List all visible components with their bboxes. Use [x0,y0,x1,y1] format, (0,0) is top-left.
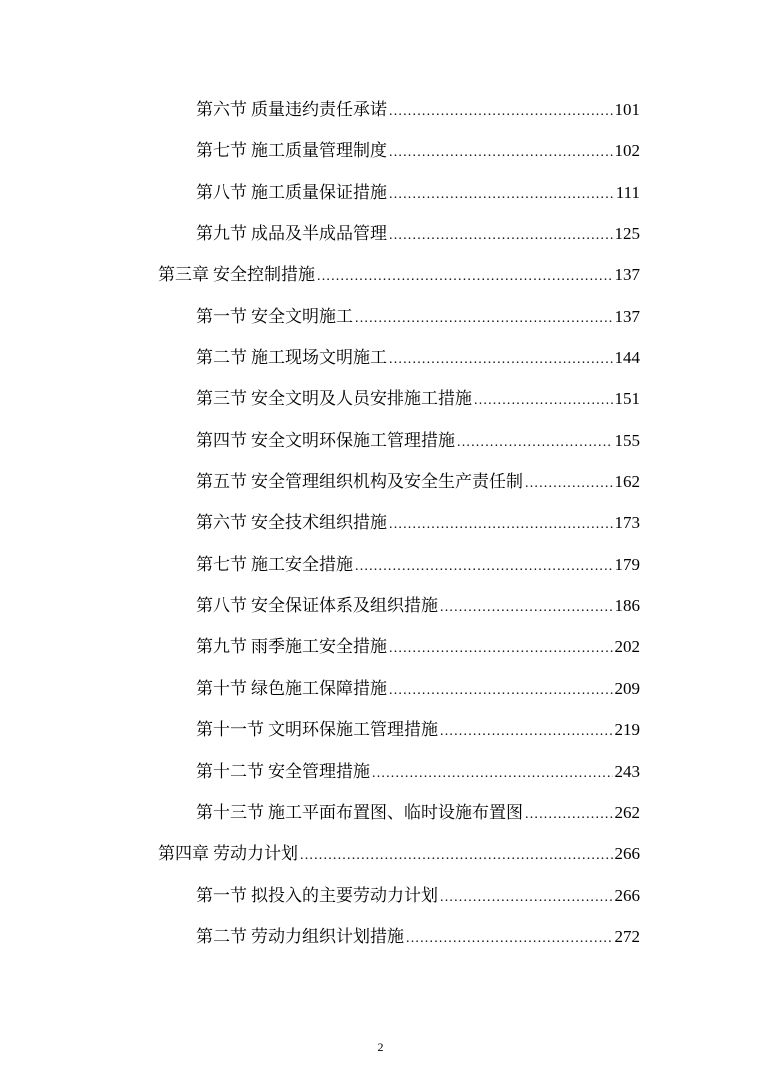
toc-dot-leader [389,215,613,256]
toc-entry-title: 安全文明施工 [251,306,353,327]
toc-dot-leader [389,339,613,380]
toc-entry-title: 安全文明环保施工管理措施 [251,430,455,451]
toc-chapter-entry[interactable] [0,833,640,874]
toc-entry-title: 雨季施工安全措施 [251,637,387,658]
toc-entry-label [196,793,523,834]
toc-entry-title: 施工质量保证措施 [251,182,387,203]
toc-page-number: 137 [614,265,640,285]
toc-dot-leader [355,298,613,339]
toc-entry-label [196,214,387,255]
toc-entry-number: 第一节 [196,885,247,906]
toc-entry-label [196,752,370,793]
toc-entry-label [196,669,387,710]
toc-entry-number: 第三节 [196,389,247,410]
toc-dot-leader [525,794,613,835]
toc-entry-title: 劳动力计划 [213,844,298,865]
toc-entry-title: 施工平面布置图、临时设施布置图 [268,802,523,823]
toc-dot-leader [440,587,613,628]
toc-section-entry[interactable] [0,502,640,543]
toc-entry-number: 第四节 [196,430,247,451]
toc-entry-number: 第八节 [196,596,247,617]
toc-entry-label [196,627,387,668]
toc-entry-number: 第二节 [196,348,247,369]
toc-dot-leader [317,256,613,297]
toc-page-number: 151 [614,389,640,409]
toc-page-number: 202 [614,637,640,657]
toc-entry-number: 第六节 [196,100,247,120]
toc-section-entry[interactable] [0,709,640,750]
toc-entry-title: 安全控制措施 [213,265,315,286]
toc-section-entry[interactable] [0,130,640,171]
toc-entry-number: 第十三节 [196,802,264,823]
toc-entry-number: 第十一节 [196,720,264,741]
toc-section-entry[interactable] [0,296,640,337]
toc-entry-label [196,421,455,462]
toc-entry-label [196,379,472,420]
toc-entry-number: 第十节 [196,678,247,699]
toc-section-entry[interactable] [0,751,640,792]
toc-section-entry[interactable] [0,875,640,916]
toc-entry-number: 第四章 [158,844,209,865]
toc-dot-leader [457,422,613,463]
toc-entry-number: 第二节 [196,926,247,947]
toc-page-number: 173 [614,513,640,533]
toc-dot-leader [389,174,614,215]
toc-section-entry[interactable] [0,461,640,502]
toc-entry-number: 第七节 [196,554,247,575]
toc-dot-leader [372,753,613,794]
toc-dot-leader [389,628,613,669]
toc-entry-number: 第七节 [196,141,247,162]
toc-entry-label [196,131,387,172]
toc-chapter-entry[interactable] [0,254,640,295]
toc-page-number: 266 [614,885,640,905]
toc-page-number: 144 [614,348,640,368]
toc-section-entry[interactable] [0,916,640,957]
toc-dot-leader [355,546,613,587]
toc-entry-title: 施工安全措施 [251,554,353,575]
toc-entry-number: 第五节 [196,472,247,493]
toc-entry-label [196,297,353,338]
toc-entry-title: 质量违约责任承诺 [251,100,387,120]
toc-page-number: 272 [614,926,640,946]
toc-entry-title: 劳动力组织计划措施 [251,926,404,947]
toc-entry-label [196,876,438,917]
toc-entry-number: 第一节 [196,306,247,327]
toc-section-entry[interactable] [0,544,640,585]
toc-dot-leader [440,877,613,918]
toc-dot-leader [389,132,613,173]
toc-entry-number: 第三章 [158,265,209,286]
toc-entry-title: 安全保证体系及组织措施 [251,596,438,617]
toc-entry-title: 拟投入的主要劳动力计划 [251,885,438,906]
toc-page-number: 101 [614,100,640,119]
toc-dot-leader [389,91,613,132]
toc-section-entry[interactable] [0,668,640,709]
toc-entry-title: 绿色施工保障措施 [251,678,387,699]
toc-entry-label [196,917,404,958]
page-number: 2 [377,1040,384,1054]
toc-dot-leader [389,670,613,711]
toc-entry-label [158,255,315,296]
toc-page-number: 111 [615,182,640,202]
toc-section-entry[interactable] [0,213,640,254]
toc-section-entry[interactable] [0,337,640,378]
toc-entry-label [196,710,438,751]
toc-entry-label [196,338,387,379]
toc-dot-leader [474,380,613,421]
toc-page-number: 209 [614,678,640,698]
toc-entry-label [196,503,387,544]
toc-entry-title: 安全管理组织机构及安全生产责任制 [251,472,523,493]
toc-page-number: 219 [614,720,640,740]
toc-entry-title: 安全文明及人员安排施工措施 [251,389,472,410]
toc-section-entry[interactable] [0,89,640,130]
toc-page-number: 155 [614,430,640,450]
toc-entry-title: 安全技术组织措施 [251,513,387,534]
toc-entry-number: 第九节 [196,224,247,245]
toc-entry-label [196,462,523,503]
toc-entry-label [196,586,438,627]
toc-page-number: 137 [614,306,640,326]
toc-dot-leader [300,835,613,876]
toc-page-number: 102 [614,141,640,161]
toc-entry-number: 第十二节 [196,761,264,782]
toc-entry-label [158,834,298,875]
toc-entry-title: 施工现场文明施工 [251,348,387,369]
toc-dot-leader [440,711,613,752]
toc-page-number: 243 [614,761,640,781]
toc-section-entry[interactable] [0,792,640,833]
toc-entry-label [196,545,353,586]
toc-page-number: 266 [614,844,640,864]
toc-dot-leader [389,504,613,545]
toc-entry-title: 成品及半成品管理 [251,224,387,245]
toc-entry-label [196,173,387,214]
toc-page-number: 186 [614,596,640,616]
toc-entry-number: 第八节 [196,182,247,203]
toc-entry-label [196,90,387,131]
toc-entry-title: 安全管理措施 [268,761,370,782]
toc-section-entry[interactable] [0,378,640,419]
toc-page-number: 162 [614,472,640,492]
toc-page-number: 262 [614,802,640,822]
toc-section-entry[interactable] [0,172,640,213]
toc-entry-number: 第六节 [196,513,247,534]
toc-page-number: 179 [614,554,640,574]
toc-section-entry[interactable] [0,420,640,461]
toc-entry-title: 文明环保施工管理措施 [268,720,438,741]
toc-section-entry[interactable] [0,585,640,626]
toc-entry-title: 施工质量管理制度 [251,141,387,162]
toc-entry-number: 第九节 [196,637,247,658]
toc-dot-leader [525,463,613,504]
toc-page-number: 125 [614,224,640,244]
table-of-contents [0,89,761,957]
toc-section-entry[interactable] [0,626,640,667]
toc-dot-leader [406,918,613,959]
